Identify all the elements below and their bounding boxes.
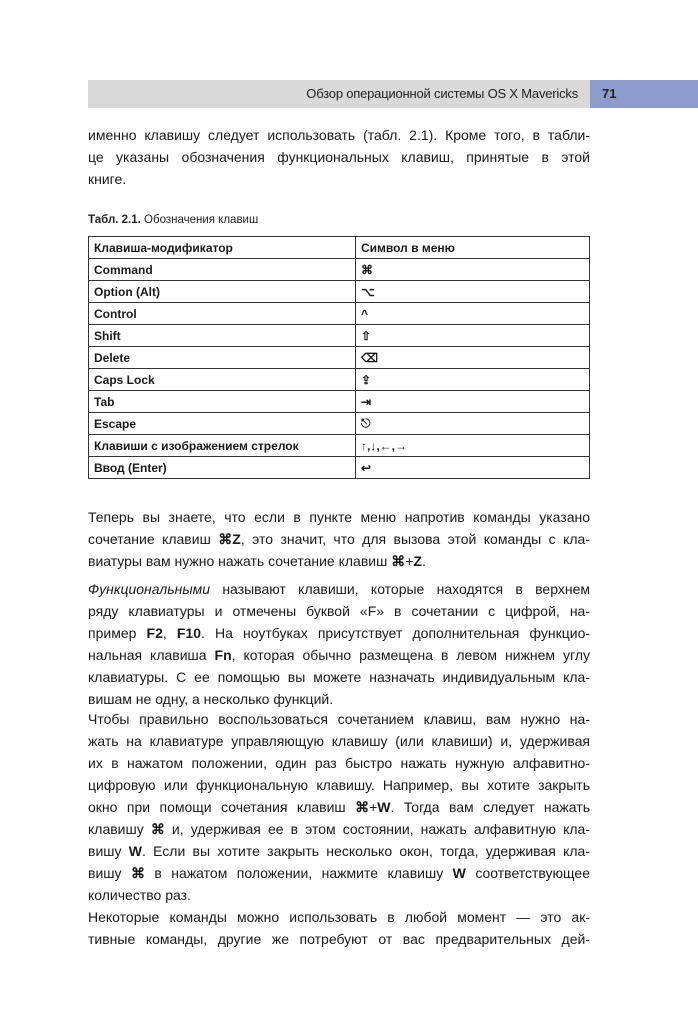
text-run: вишу <box>88 843 129 859</box>
text-run: . На ноутбуках присутствует дополнительная функцио- <box>201 625 591 641</box>
body-paragraph <box>88 578 590 710</box>
bold-text: ⌘ <box>391 553 406 569</box>
text-run: Чтобы правильно воспользоваться сочетанием клавиш, вам нужно на- <box>88 711 590 727</box>
text-run: клавиатуры. С ее помощью вы можете назначать индивидуальным кла- <box>88 669 590 685</box>
table-caption-text: Обозначения клавиш <box>144 214 259 226</box>
column-header: Символ в меню <box>356 237 590 259</box>
table-row <box>89 259 590 281</box>
text-line <box>88 928 590 950</box>
key-name-cell: Tab <box>89 391 356 413</box>
text-run: , которая обычно размещена в левом нижнем углу <box>231 647 590 663</box>
text-line <box>88 146 590 168</box>
table-caption <box>88 214 258 226</box>
text-run: , <box>162 625 177 641</box>
key-name-cell: Command <box>89 259 356 281</box>
body-paragraph <box>88 906 590 950</box>
table-row <box>89 435 590 457</box>
text-run: именно клавишу следует использовать (табл. 2.1). Кроме того, в табли- <box>88 127 590 143</box>
text-line <box>88 862 590 884</box>
key-name-cell: Caps Lock <box>89 369 356 391</box>
key-symbol-cell: ⇧ <box>356 325 590 347</box>
running-header <box>88 80 590 108</box>
text-line <box>88 688 590 710</box>
body-paragraph <box>88 124 590 190</box>
text-line <box>88 600 590 622</box>
bold-text: F10 <box>176 625 201 641</box>
text-line <box>88 752 590 774</box>
text-run: вишу <box>88 865 131 881</box>
text-run: в нажатом положении, нажмите клавишу <box>144 865 453 881</box>
text-line <box>88 774 590 796</box>
text-run: Некоторые команды можно использовать в любой момент — это ак- <box>88 909 590 925</box>
bold-text: ⌘ <box>150 821 165 837</box>
text-run: + <box>405 553 414 569</box>
text-line <box>88 818 590 840</box>
key-symbol-cell: ↩ <box>356 457 590 479</box>
text-line <box>88 840 590 862</box>
table-row <box>89 347 590 369</box>
text-run: . Тогда вам следует нажать <box>390 799 590 815</box>
text-line <box>88 168 590 190</box>
table-caption-label: Табл. 2.1. <box>88 214 141 226</box>
running-header-title: Обзор операционной системы OS X Mavericks <box>306 86 578 101</box>
text-run: и, удерживая ее в этом состоянии, нажать алфавитную кла- <box>164 821 590 837</box>
table-row <box>89 413 590 435</box>
text-run: Теперь вы знаете, что если в пункте меню напротив команды указано <box>88 509 590 525</box>
text-line <box>88 550 590 572</box>
key-symbol-cell: ⇥ <box>356 391 590 413</box>
table-header-row <box>89 237 590 259</box>
key-name-cell: Option (Alt) <box>89 281 356 303</box>
text-line <box>88 730 590 752</box>
body-paragraph <box>88 506 590 572</box>
table-row <box>89 457 590 479</box>
body-paragraph <box>88 708 590 906</box>
table-row <box>89 303 590 325</box>
table-row <box>89 369 590 391</box>
table-row <box>89 391 590 413</box>
text-run: нальная клавиша <box>88 647 215 663</box>
key-name-cell: Control <box>89 303 356 325</box>
bold-text: ⌘Z <box>218 531 241 547</box>
text-line <box>88 528 590 550</box>
italic-text: Функциональными <box>88 581 211 597</box>
bold-text: ⌘ <box>130 865 145 881</box>
text-run: , это значит, что для вызова этой команды с кла- <box>240 531 590 547</box>
text-line <box>88 124 590 146</box>
text-run: . <box>421 553 426 569</box>
text-line <box>88 708 590 730</box>
bold-text: ⌘ <box>355 799 370 815</box>
text-run: ряду клавиатуры и отмечены буквой «F» в сочетании с цифрой, на- <box>88 603 590 619</box>
key-name-cell: Delete <box>89 347 356 369</box>
bold-text: W <box>377 799 391 815</box>
text-run: пример <box>88 625 147 641</box>
text-line <box>88 644 590 666</box>
key-name-cell: Shift <box>89 325 356 347</box>
text-run: це указаны обозначения функциональных клавиш, принятые в этой <box>88 149 590 165</box>
bold-text: Fn <box>214 647 232 663</box>
key-symbol-cell: ↑,↓,←,→ <box>356 435 590 457</box>
bold-text: W <box>452 865 466 881</box>
bold-text: Z <box>413 553 422 569</box>
text-run: цифровую или функциональную клавишу. Например, вы хотите закрыть <box>88 777 590 793</box>
key-symbol-cell: ^ <box>356 303 590 325</box>
column-header: Клавиша-модификатор <box>89 237 356 259</box>
text-run: называют клавиши, которые находятся в верхнем <box>210 581 590 597</box>
key-symbol-cell: ⇪ <box>356 369 590 391</box>
key-name-cell: Клавиши с изображением стрелок <box>89 435 356 457</box>
table-row <box>89 325 590 347</box>
text-run: вишам не одну, а несколько функций. <box>88 691 334 707</box>
text-run: их в нажатом положении, один раз быстро нажать нужную алфавитно- <box>88 755 590 771</box>
text-run: . Если вы хотите закрыть несколько окон, тогда, удерживая кла- <box>141 843 590 859</box>
table-row <box>89 281 590 303</box>
key-symbol-cell: ⌥ <box>356 281 590 303</box>
text-run: соответствующее <box>465 865 590 881</box>
key-symbols-table <box>88 236 590 479</box>
text-line <box>88 906 590 928</box>
key-symbol-cell: ⌘ <box>356 259 590 281</box>
text-run: сочетание клавиш <box>88 531 219 547</box>
text-line <box>88 506 590 528</box>
text-run: количество раз. <box>88 887 191 903</box>
text-run: жать на клавиатуре управляющую клавишу (или клавиши) и, удерживая <box>88 733 590 749</box>
text-line <box>88 666 590 688</box>
page-number: 71 <box>602 86 617 101</box>
text-line <box>88 622 590 644</box>
text-run: тивные команды, другие же потребуют от вас предварительных дей- <box>88 931 590 947</box>
text-run: окно при помощи сочетания клавиш <box>88 799 356 815</box>
text-line <box>88 884 590 906</box>
text-run: виатуры вам нужно нажать сочетание клавиш <box>88 553 392 569</box>
text-line <box>88 796 590 818</box>
key-name-cell: Escape <box>89 413 356 435</box>
page-number-tab <box>590 80 698 108</box>
text-run: книге. <box>88 171 127 187</box>
bold-text: F2 <box>146 625 163 641</box>
bold-text: W <box>128 843 142 859</box>
key-symbol-cell: ⌫ <box>356 347 590 369</box>
text-line <box>88 578 590 600</box>
text-run: + <box>369 799 378 815</box>
text-run: клавишу <box>88 821 151 837</box>
key-name-cell: Ввод (Enter) <box>89 457 356 479</box>
key-symbol-cell: ⎋ <box>356 413 590 435</box>
